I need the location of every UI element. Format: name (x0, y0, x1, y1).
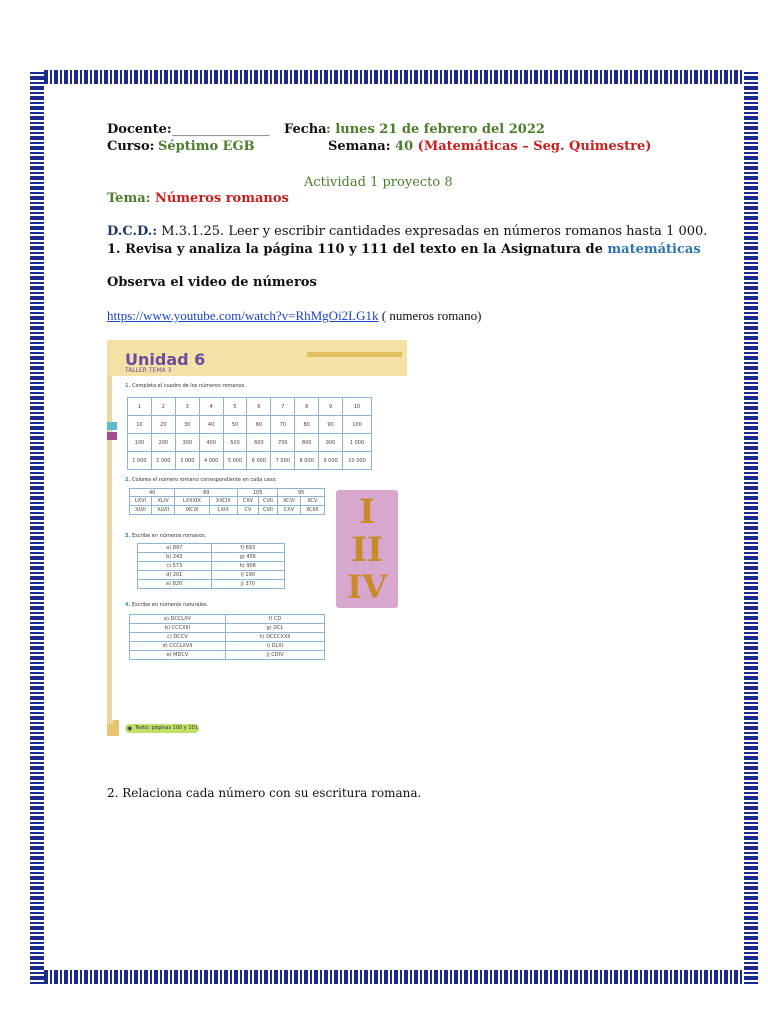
textbook-page-number: 10 (107, 720, 119, 736)
grid3-cell: i) 190 (211, 571, 285, 580)
border-top (30, 70, 758, 84)
grid4-cell: a) DCCLXV (130, 615, 226, 624)
grid4-row (130, 642, 325, 651)
grid1-cell: 10 (128, 416, 152, 434)
grid3-cell: g) 456 (211, 553, 285, 562)
semana-paren-close: ) (645, 139, 652, 154)
textbook-page-image (107, 340, 407, 736)
grid1-cell: 400 (199, 434, 223, 452)
grid2-cell: XCV (300, 497, 324, 506)
dcd-text: M.3.1.25. Leer y escribir cantidades expresadas en números romanos hasta 1 000. (161, 224, 708, 239)
grid1-cell: 3 (175, 398, 199, 416)
eye-icon: ◉ (127, 725, 133, 732)
dcd-row (107, 224, 707, 239)
grid3-cell: b) 243 (138, 553, 212, 562)
grid1-row (128, 398, 372, 416)
grid4-cell: d) CCCLXVII (130, 642, 226, 651)
grid1-cell: 300 (175, 434, 199, 452)
grid2-cell: XLVI (130, 506, 152, 515)
textbook-header-strip (307, 352, 402, 357)
grid1-cell: 9 (319, 398, 343, 416)
grid3-row (138, 553, 285, 562)
grid1-cell: 100 (128, 434, 152, 452)
grid1-cell: 7 (271, 398, 295, 416)
textbook-subtitle: TALLER TEMA 3 (125, 367, 172, 374)
textbook-q3: 3. Escribe en números romanos. (125, 533, 207, 539)
grid2-cell: CXV (238, 497, 258, 506)
grid2-header-row (130, 489, 325, 497)
grid1-cell: 500 (223, 434, 247, 452)
grid1-cell: 800 (295, 434, 319, 452)
grid1-cell: 5 (223, 398, 247, 416)
semana-label: Semana (328, 139, 386, 154)
textbook-q2: 2. Colorea el número romano correspondiente en cada caso. (125, 477, 278, 483)
textbook-q4: 4. Escribe en números naturales. (125, 602, 209, 608)
grid3-cell: c) 573 (138, 562, 212, 571)
grid2-header-cell: 105 (238, 489, 278, 497)
grid3-cell: d) 201 (138, 571, 212, 580)
curso-value: Séptimo EGB (158, 139, 255, 154)
docente-label: Docente: (107, 122, 172, 137)
grid4-cell: e) MDCV (130, 651, 226, 660)
grid1-cell: 1 000 (128, 452, 152, 470)
textbook-grid-2 (129, 488, 325, 515)
step2-text: 2. Relaciona cada número con su escritura romana. (107, 786, 422, 800)
semana-colon: : (385, 139, 396, 154)
video-link-row (107, 308, 481, 324)
grid1-cell: 700 (271, 434, 295, 452)
step1-row (107, 242, 701, 257)
grid4-cell: i) DLXI (225, 642, 324, 651)
grid2-cell: CV (238, 506, 258, 515)
grid2-cell: LXVI (130, 497, 152, 506)
tema-label: Tema: (107, 191, 151, 206)
grid1-row (128, 452, 372, 470)
textbook-reference-pill: Texto: páginas 100 y 101 (125, 724, 199, 733)
grid3-cell: j) 370 (211, 580, 285, 589)
textbook-q1: 1. Completa el cuadro de los números romanos. (125, 383, 246, 389)
grid3-row (138, 571, 285, 580)
grid1-cell: 70 (271, 416, 295, 434)
grid4-cell: b) CCCXIII (130, 624, 226, 633)
semana-subject: Matemáticas – Seg. Quimestre (423, 139, 646, 154)
grid4-cell: c) DCCV (130, 633, 226, 642)
grid1-cell: 2 000 (151, 452, 175, 470)
grid2-row (130, 497, 325, 506)
grid2-cell: LXXXIX (175, 497, 209, 506)
grid2-row (130, 506, 325, 515)
grid1-cell: 10 (343, 398, 372, 416)
grid2-cell: XXCIX (209, 497, 238, 506)
border-right (744, 70, 758, 984)
grid1-cell: 6 000 (247, 452, 271, 470)
border-left (30, 70, 44, 984)
grid2-cell: XCVI (278, 497, 300, 506)
grid2-cell: CXV (278, 506, 300, 515)
textbook-purple-marker (107, 432, 117, 440)
grid1-cell: 40 (199, 416, 223, 434)
numeral-2: II (351, 530, 383, 570)
grid4-row (130, 615, 325, 624)
textbook-grid-1 (127, 397, 372, 470)
video-heading: Observa el video de números (107, 275, 317, 290)
textbook-unit-title: Unidad 6 (125, 350, 206, 369)
grid2-cell: XLIV (151, 497, 175, 506)
grid2-cell: LXIX (209, 506, 238, 515)
step1-text: 1. Revisa y analiza la página 110 y 111 del texto en la Asignatura de (107, 242, 608, 257)
semana-row (328, 139, 651, 154)
textbook-grid-4 (129, 614, 325, 660)
roman-numerals-panel (336, 490, 398, 608)
grid1-cell: 1 (128, 398, 152, 416)
tema-row (107, 191, 289, 206)
grid1-cell: 900 (319, 434, 343, 452)
dcd-label: D.C.D.: (107, 224, 158, 239)
grid1-cell: 30 (175, 416, 199, 434)
grid2-cell: IXCIX (175, 506, 209, 515)
grid1-cell: 1 000 (343, 434, 372, 452)
grid1-cell: 6 (247, 398, 271, 416)
grid4-row (130, 651, 325, 660)
textbook-teal-marker (107, 422, 117, 430)
grid1-cell: 7 000 (271, 452, 295, 470)
curso-label: Curso: (107, 139, 155, 154)
grid4-row (130, 633, 325, 642)
grid1-row (128, 416, 372, 434)
grid1-cell: 90 (319, 416, 343, 434)
grid2-header-cell: 40 (130, 489, 175, 497)
fecha-label: Fecha (284, 122, 327, 137)
grid2-cell: CVII (258, 506, 278, 515)
semana-value: 40 (395, 139, 414, 154)
activity-title: Actividad 1 proyecto 8 (304, 175, 453, 190)
grid1-cell: 10 000 (343, 452, 372, 470)
tema-value: Números romanos (154, 191, 289, 206)
grid3-cell: h) 908 (211, 562, 285, 571)
grid2-header-cell: 89 (175, 489, 238, 497)
grid4-row (130, 624, 325, 633)
grid4-cell: g) DCL (225, 624, 324, 633)
grid2-cell: XLVII (151, 506, 175, 515)
step1-subject: matemáticas (607, 242, 701, 257)
grid3-cell: e) 820 (138, 580, 212, 589)
grid3-row (138, 544, 285, 553)
grid1-cell: 8 (295, 398, 319, 416)
grid4-cell: j) CDIV (225, 651, 324, 660)
grid1-cell: 2 (151, 398, 175, 416)
grid1-cell: 60 (247, 416, 271, 434)
grid3-row (138, 562, 285, 571)
video-link[interactable]: https://www.youtube.com/watch?v=RhMgOi2LG1k (107, 308, 379, 323)
grid1-cell: 600 (247, 434, 271, 452)
numeral-4: IV (347, 568, 387, 606)
docente-value: _______________ (172, 122, 270, 137)
grid4-cell: f) CD (225, 615, 324, 624)
grid1-cell: 200 (151, 434, 175, 452)
grid4-cell: h) DCCCXXII (225, 633, 324, 642)
grid1-cell: 80 (295, 416, 319, 434)
grid1-cell: 4 000 (199, 452, 223, 470)
border-bottom (30, 970, 758, 984)
grid1-cell: 3 000 (175, 452, 199, 470)
textbook-left-margin (107, 376, 112, 736)
grid1-cell: 4 (199, 398, 223, 416)
grid1-cell: 9 000 (319, 452, 343, 470)
grid1-cell: 8 000 (295, 452, 319, 470)
grid2-header-cell: 95 (278, 489, 325, 497)
grid1-row (128, 434, 372, 452)
fecha-value: : lunes 21 de febrero del 2022 (326, 122, 545, 137)
grid2-cell: CVII (258, 497, 278, 506)
grid3-cell: a) 897 (138, 544, 212, 553)
grid3-cell: f) 693 (211, 544, 285, 553)
grid1-cell: 20 (151, 416, 175, 434)
grid1-cell: 50 (223, 416, 247, 434)
video-note: ( numeros romano) (378, 308, 482, 323)
semana-paren-open: ( (413, 139, 424, 154)
textbook-grid-3 (137, 543, 285, 589)
grid1-cell: 100 (343, 416, 372, 434)
numeral-1: I (359, 492, 375, 532)
grid1-cell: 5 000 (223, 452, 247, 470)
grid2-cell: XCIIII (300, 506, 324, 515)
grid3-row (138, 580, 285, 589)
